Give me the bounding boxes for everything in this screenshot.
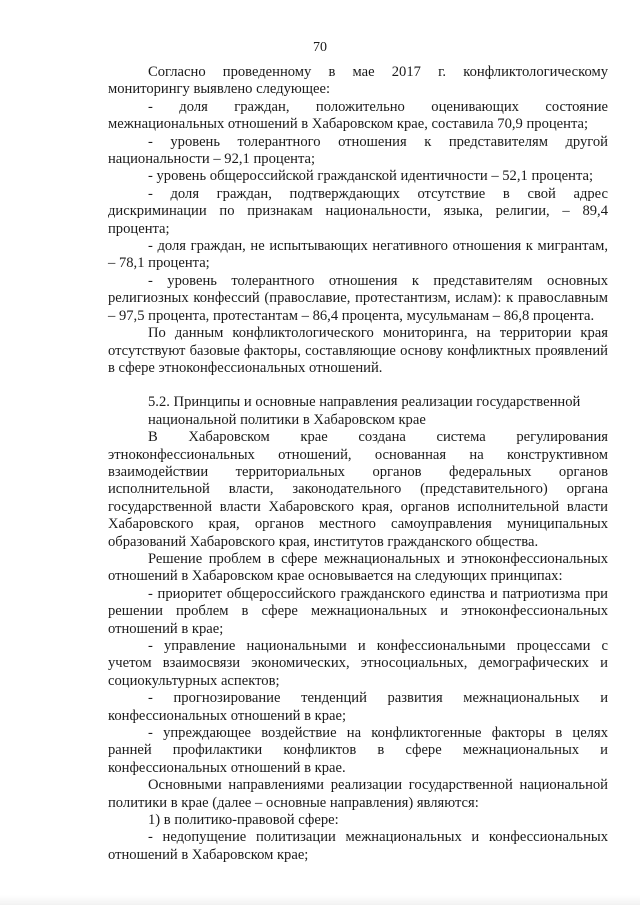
list-item: - уровень толерантного отношения к представителям основных религиозных конфессий (православие, протестантизм, ислам): к православным – 97,5 процента, протестантам – 86,4 процента, мусульманам – 86,8 процента. bbox=[108, 272, 608, 324]
list-item: - уровень общероссийской гражданской идентичности – 52,1 процента; bbox=[148, 168, 594, 185]
paragraph: Решение проблем в сфере межнациональных и этноконфессиональных отношений в Хабаровском крае основывается на следующих принципах: bbox=[108, 550, 608, 585]
list-item: - доля граждан, положительно оценивающих состояние межнациональных отношений в Хабаровском крае, составила 70,9 процента; bbox=[108, 98, 608, 133]
paragraph: Согласно проведенному в мае 2017 г. конфликтологическому мониторингу выявлено следующее: bbox=[108, 64, 608, 98]
paragraph: В Хабаровском крае создана система регулирования этноконфессиональных отношений, основанная на конструктивном взаимодействии территориальных органов федеральных органов исполнительной власти, законодательного (представительного) органа государственной власти Хабаровского края, органов исполнительной власти Хабаровского края, органов местного самоуправления муниципальных образований Хабаровского края, институтов гражданского общества. bbox=[108, 429, 608, 550]
list-item: - недопущение политизации межнациональных и конфессиональных отношений в Хабаровском крае; bbox=[108, 829, 608, 863]
list-item: - доля граждан, не испытывающих негативного отношения к мигрантам, – 78,1 процента; bbox=[108, 238, 608, 272]
paragraph: 1) в политико-правовой сфере: bbox=[148, 812, 339, 829]
list-item: - прогнозирование тенденций развития межнациональных и конфессиональных отношений в крае; bbox=[108, 690, 608, 724]
page-number: 70 bbox=[313, 40, 327, 55]
scan-edge bbox=[0, 895, 640, 905]
paragraph: Основными направлениями реализации государственной национальной политики в крае (далее – основные направления) являются: bbox=[108, 777, 608, 811]
list-item: - упреждающее воздействие на конфликтогенные факторы в целях ранней профилактики конфликтов в сфере межнациональных и конфессиональных отношений в крае. bbox=[108, 725, 608, 776]
paragraph: По данным конфликтологического мониторинга, на территории края отсутствуют базовые факторы, составляющие основу конфликтных проявлений в сфере этноконфессиональных отношений. bbox=[108, 325, 608, 376]
list-item: - уровень толерантного отношения к представителям другой национальности – 92,1 процента; bbox=[108, 133, 608, 168]
section-heading: 5.2. Принципы и основные направления реализации государственной национальной политики в Хабаровском крае bbox=[148, 394, 581, 428]
list-item: - приоритет общероссийского гражданского единства и патриотизма при решении проблем в сфере межнациональных и этноконфессиональных отношений в крае; bbox=[108, 585, 608, 637]
list-item: - доля граждан, подтверждающих отсутствие в свой адрес дискриминации по признакам национальности, языка, религии, – 89,4 процента; bbox=[108, 185, 608, 237]
list-item: - управление национальными и конфессиональными процессами с учетом взаимосвязи экономических, этносоциальных, демографических и социокультурных аспектов; bbox=[108, 638, 608, 689]
document-body bbox=[108, 64, 608, 864]
